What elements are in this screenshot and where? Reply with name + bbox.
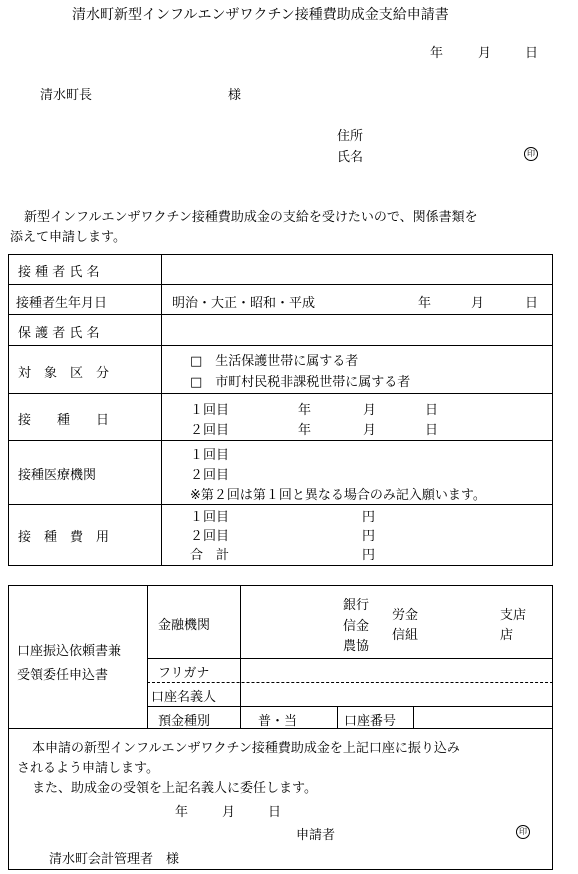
date-row2-year: 年	[298, 423, 312, 438]
institution-row2: ２回目	[190, 468, 230, 483]
recipient-name-field[interactable]	[167, 258, 549, 282]
category-option-welfare[interactable]: □ 生活保護世帯に属する者	[190, 354, 359, 369]
intro-line2: 添えて申請します。	[10, 230, 126, 245]
birth-eras[interactable]: 明治・大正・昭和・平成	[172, 296, 316, 311]
seal-mark: 印	[524, 147, 538, 161]
bank-type-shinkin[interactable]: 信金	[343, 619, 370, 634]
date-row1-day: 日	[425, 403, 439, 418]
applicant-label: 申請者	[296, 828, 336, 843]
institution-label: 接種医療機関	[18, 468, 97, 483]
cost-total-yen: 円	[362, 548, 376, 563]
document-title: 清水町新型インフルエンザワクチン接種費助成金支給申請書	[72, 7, 449, 23]
delegation-text2: されるよう申請します。	[17, 761, 159, 776]
account-number-label: 口座番号	[344, 714, 397, 729]
birth-label: 接種者生年月日	[16, 296, 108, 311]
date-row2: ２回目	[190, 423, 230, 438]
bank-type-bank[interactable]: 銀行	[343, 598, 370, 613]
cost-row2-yen: 円	[362, 529, 376, 544]
furigana-field[interactable]	[244, 662, 549, 680]
addressee-name: 清水町長	[40, 88, 93, 103]
furigana-label: フリガナ	[158, 666, 210, 681]
bank-type-nokyo[interactable]: 農協	[343, 639, 370, 654]
category-option-tax-exempt[interactable]: □ 市町村民税非課税世帯に属する者	[190, 375, 411, 390]
bank-type-rokin[interactable]: 労金	[392, 608, 419, 623]
date-month: 月	[478, 46, 492, 61]
cost-row1: １回目	[190, 510, 230, 525]
addressee-sama: 様	[228, 88, 242, 103]
cost-total: 合 計	[190, 548, 230, 563]
bank-type-shinso[interactable]: 信組	[392, 628, 419, 643]
branch-ten[interactable]: 店	[500, 628, 514, 643]
applicant-seal: 印	[516, 825, 530, 839]
deposit-type-label: 預金種別	[158, 714, 211, 729]
holder-field[interactable]	[244, 686, 549, 704]
birth-day: 日	[525, 296, 539, 311]
institution-field-label: 金融機関	[158, 618, 211, 633]
date-day: 日	[525, 46, 539, 61]
intro-line1: 新型インフルエンザワクチン接種費助成金の支給を受けたいので、関係書類を	[24, 210, 478, 225]
cost-row1-yen: 円	[362, 510, 376, 525]
date-row2-day: 日	[425, 423, 439, 438]
category-label: 対 象 区 分	[18, 366, 110, 381]
holder-label: 口座名義人	[151, 690, 217, 705]
date-row1-year: 年	[298, 403, 312, 418]
cost-label: 接 種 費 用	[18, 530, 110, 545]
branch-shiten[interactable]: 支店	[500, 608, 527, 623]
delegation-text3: また、助成金の受領を上記名義人に委任します。	[32, 781, 317, 796]
date-row1: １回目	[190, 403, 230, 418]
birth-year: 年	[418, 296, 432, 311]
birth-month: 月	[471, 296, 485, 311]
accountant-addressee: 清水町会計管理者 様	[49, 852, 180, 867]
date-year: 年	[430, 46, 444, 61]
name-label: 氏名	[337, 150, 364, 165]
bank-left-line1: 口座振込依頼書兼	[17, 644, 122, 659]
delegation-day: 日	[268, 805, 282, 820]
date-row1-month: 月	[363, 403, 377, 418]
guardian-name-label: 保 護 者 氏 名	[18, 326, 100, 341]
account-number-field[interactable]	[416, 709, 550, 727]
delegation-month: 月	[222, 805, 236, 820]
date-row2-month: 月	[363, 423, 377, 438]
institution-row1: １回目	[190, 448, 230, 463]
cost-row2: ２回目	[190, 529, 230, 544]
institution-note: ※第２回は第１回と異なる場合のみ記入願います。	[190, 488, 486, 503]
address-label: 住所	[337, 129, 364, 144]
deposit-type-value[interactable]: 普・当	[258, 714, 298, 729]
recipient-name-label: 接 種 者 氏 名	[18, 265, 100, 280]
delegation-year: 年	[175, 805, 189, 820]
bank-left-line2: 受領委任申込書	[17, 668, 109, 683]
guardian-name-field[interactable]	[167, 318, 549, 342]
date-label: 接 種 日	[18, 413, 110, 428]
delegation-text1: 本申請の新型インフルエンザワクチン接種費助成金を上記口座に振り込み	[32, 741, 460, 756]
